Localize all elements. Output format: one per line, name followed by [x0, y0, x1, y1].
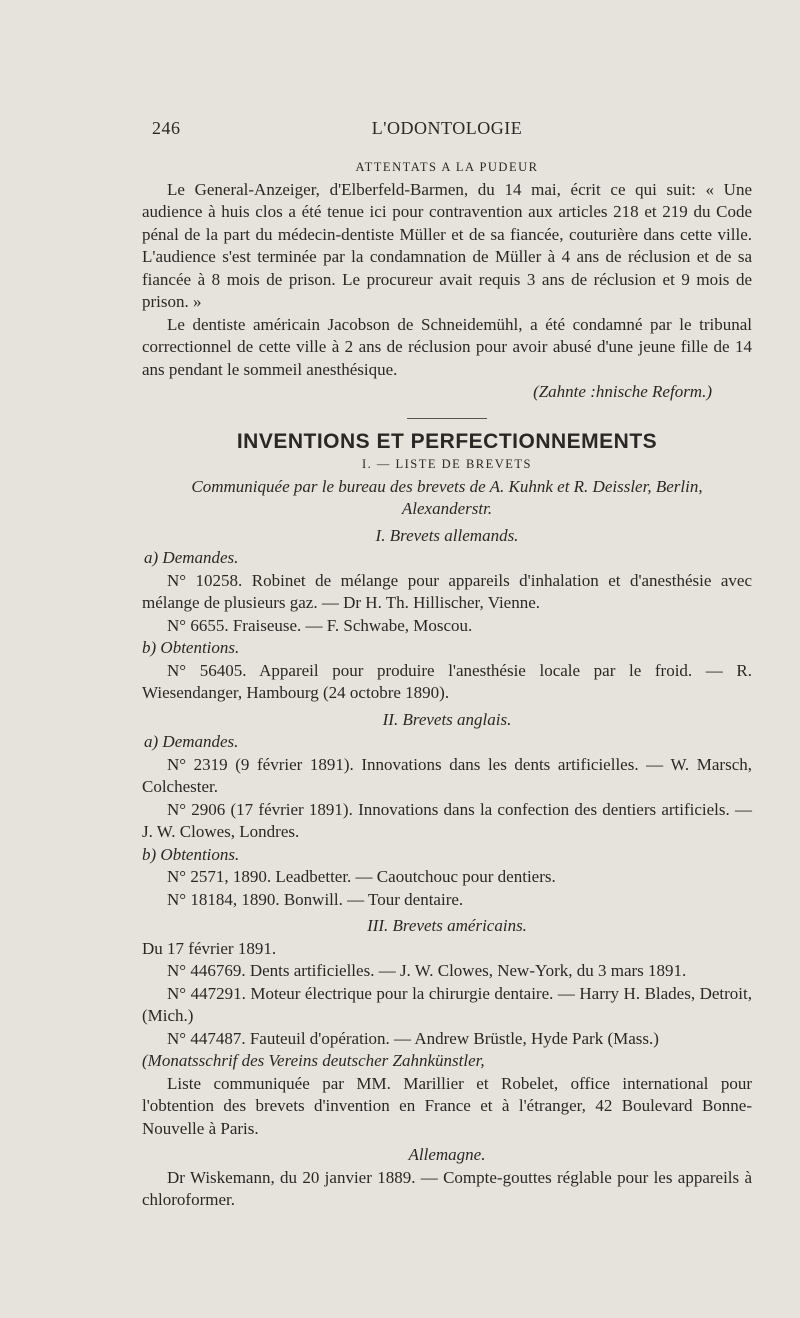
- german-obtention-1: N° 56405. Appareil pour produire l'anesthésie locale par le froid. — R. Wiesendanger, Hambourg (24 octobre 1890).: [142, 660, 752, 702]
- section-divider: [407, 418, 487, 419]
- attentats-source: (Zahnte :hnische Reform.): [533, 382, 712, 401]
- page-content: [142, 156, 752, 1212]
- german-demande-1: N° 10258. Robinet de mélange pour appareils d'inhalation et d'anesthésie avec mélange de plusieurs gaz. — Dr H. Th. Hillischer, Vienne.: [142, 570, 752, 612]
- attentats-title: ATTENTATS A LA PUDEUR: [355, 160, 539, 174]
- communique-line-1: Communiquée par le bureau des brevets de A. Kuhnk et R. Deissler, Berlin,: [191, 476, 703, 496]
- communique-line-2: Alexanderstr.: [401, 499, 493, 518]
- inventions-title: INVENTIONS ET PERFECTIONNEMENTS: [236, 429, 658, 453]
- american-date: Du 17 février 1891.: [142, 938, 277, 958]
- american-entry-3: N° 447487. Fauteuil d'opération. — Andrew Brüstle, Hyde Park (Mass.): [167, 1028, 659, 1048]
- inventions-subtitle: I. — LISTE DE BREVETS: [361, 457, 533, 471]
- german-demande-2: N° 6655. Fraiseuse. — F. Schwabe, Moscou.: [167, 615, 473, 635]
- german-heading: I. Brevets allemands.: [375, 525, 519, 545]
- allemagne-entry: Dr Wiskemann, du 20 janvier 1889. — Compte-gouttes réglable pour les appareils à chloroformer.: [142, 1167, 752, 1209]
- attentats-paragraph-1: Le General-Anzeiger, d'Elberfeld-Barmen, du 14 mai, écrit ce qui suit: « Une audience à huis clos a été tenue ici pour contravention aux articles 218 et 219 du Code pénal de la part du médecin-dentiste Müller et de sa fiancée, couturière dans cette ville. L'audience s'est terminée par la condamnation de Müller à 4 ans de réclusion et de sa fiancée à 8 mois de prison. Le procureur avait requis 3 ans de réclusion et 9 mois de prison. »: [142, 179, 752, 311]
- running-title: L'ODONTOLOGIE: [371, 118, 523, 138]
- american-source: (Monatsschrif des Vereins deutscher Zahnkünstler,: [142, 1051, 485, 1070]
- english-obtentions-label: b) Obtentions.: [142, 844, 240, 864]
- english-demandes-label: a) Demandes.: [144, 732, 239, 751]
- american-heading: III. Brevets américains.: [367, 916, 527, 935]
- attentats-paragraph-2: Le dentiste américain Jacobson de Schneidemühl, a été condamné par le tribunal correctionnel de cette ville à 2 ans de réclusion pour avoir abusé d'une jeune fille de 14 ans pendant le sommeil anesthésique.: [142, 314, 752, 379]
- english-obtention-1: N° 2571, 1890. Leadbetter. — Caoutchouc pour dentiers.: [167, 867, 556, 886]
- german-demandes-label: a) Demandes.: [144, 548, 239, 567]
- liste-paragraph: Liste communiquée par MM. Marillier et Robelet, office international pour l'obtention des brevets d'invention en France et à l'étranger, 42 Boulevard Bonne-Nouvelle à Paris.: [142, 1073, 752, 1138]
- english-demande-2: N° 2906 (17 février 1891). Innovations dans la confection des dentiers artificiels. — J. W. Clowes, Londres.: [142, 799, 752, 841]
- american-entry-1: N° 446769. Dents artificielles. — J. W. Clowes, New-York, du 3 mars 1891.: [167, 961, 687, 980]
- allemagne-heading: Allemagne.: [408, 1145, 486, 1164]
- english-obtention-2: N° 18184, 1890. Bonwill. — Tour dentaire.: [167, 889, 464, 909]
- german-obtentions-label: b) Obtentions.: [142, 638, 240, 657]
- american-entry-2: N° 447291. Moteur électrique pour la chirurgie dentaire. — Harry H. Blades, Detroit, (Mich.): [142, 983, 752, 1025]
- page-number: 246: [152, 118, 181, 138]
- english-demande-1: N° 2319 (9 février 1891). Innovations dans les dents artificielles. — W. Marsch, Colchester.: [142, 754, 752, 796]
- english-heading: II. Brevets anglais.: [382, 709, 512, 729]
